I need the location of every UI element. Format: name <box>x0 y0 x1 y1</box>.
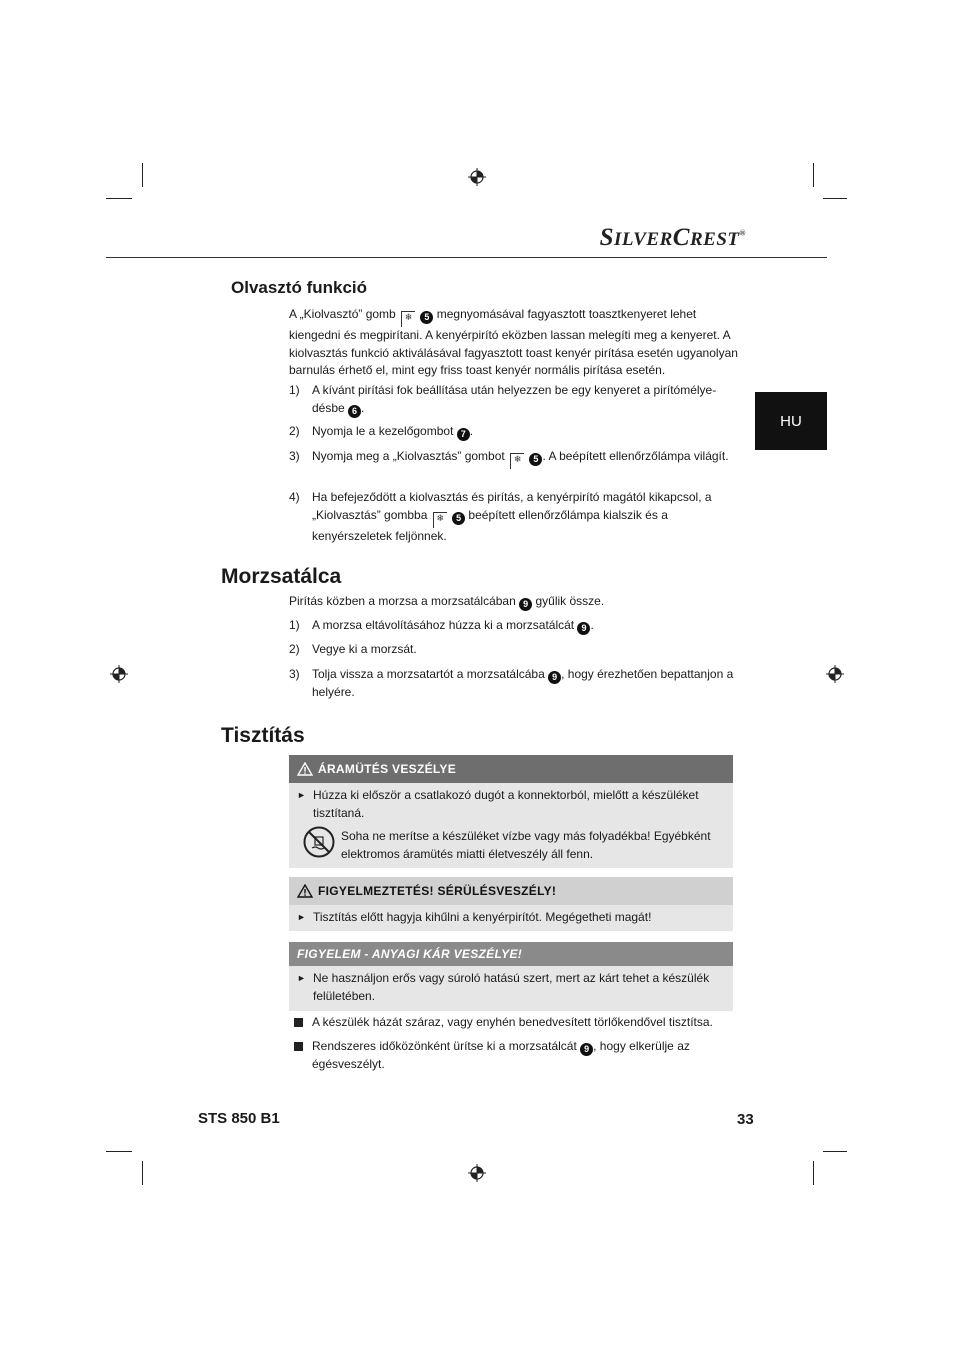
warning-item: ► Húzza ki először a csatlakozó dugót a konnektorból, mielőtt a készüléket tisztítaná. <box>297 788 699 820</box>
crop-mark <box>823 1151 847 1152</box>
crop-mark <box>823 198 847 199</box>
list-item: A készülék házát száraz, vagy enyhén benedvesített törlőkendővel tisztítsa. <box>294 1014 734 1032</box>
list-item: 2) Vegye ki a morzsát. <box>289 642 417 656</box>
snowflake-icon: ❄ <box>510 453 524 469</box>
list-item: Rendszeres időközönként ürítse ki a morzsatálcát 9 , hogy elkerülje az égésveszélyt. <box>294 1038 734 1074</box>
section-title-crumb-tray: Morzsatálca <box>221 565 342 588</box>
crop-mark <box>106 198 132 199</box>
warning-item: ► Ne használjon erős vagy súroló hatású szert, mert az kárt tehet a készülék felületében. <box>297 971 710 1003</box>
crop-mark <box>813 1161 814 1185</box>
crop-mark <box>813 163 814 187</box>
header-rule <box>106 257 827 258</box>
crop-mark <box>142 163 143 187</box>
crop-mark <box>142 1161 143 1185</box>
crumb-intro: Pirítás közben a morzsa a morzsatálcában 9 gyűlik össze. <box>289 594 605 609</box>
warning-triangle-icon <box>297 884 313 898</box>
registration-mark-icon <box>468 1164 486 1182</box>
registration-mark-icon <box>468 168 486 186</box>
list-item: 4) Ha befejeződött a kiolvasztás és pirítás, a kenyérpirító magától kikapcsol, a „Kiolvasztás” gombba ❄ 5 beépített ellenőrzőlámpa kialszik és a kenyérszeletek feljönnek. <box>289 490 712 543</box>
model-number: STS 850 B1 <box>198 1110 280 1127</box>
section-title-defrost: Olvasztó funkció <box>231 278 368 297</box>
warning-item: ► Tisztítás előtt hagyja kihűlni a kenyérpirítót. Megégetheti magát! <box>297 910 652 924</box>
list-item: 2) Nyomja le a kezelőgombot 7 . <box>289 424 474 439</box>
brand-logo: SILVERCREST® <box>599 224 746 251</box>
list-item: 1) A morzsa eltávolításához húzza ki a morzsatálcát 9 . <box>289 618 594 633</box>
registration-mark-icon <box>826 665 844 683</box>
snowflake-icon: ❄ <box>433 512 447 528</box>
warning-box-injury: FIGYELMEZTETÉS! SÉRÜLÉSVESZÉLY! ► Tisztítás előtt hagyja kihűlni a kenyérpirítót. Megégetheti magát! <box>289 877 733 931</box>
crop-mark <box>106 1151 132 1152</box>
warning-triangle-icon <box>297 762 313 776</box>
section-title-cleaning: Tisztítás <box>221 724 305 747</box>
no-water-immersion-icon <box>303 826 335 858</box>
snowflake-icon: ❄ <box>401 311 415 327</box>
warning-box-damage: FIGYELEM - ANYAGI KÁR VESZÉLYE! ► Ne használjon erős vagy súroló hatású szert, mert az kárt tehet a készülék felületében. <box>289 942 733 1011</box>
language-tab: HU <box>755 392 827 450</box>
defrost-intro: A „Kiolvasztó” gomb ❄ 5 megnyomásával fagyasztott toasztkenyeret lehet kiengedni és megpirítani. A kenyérpirító eközben lassan melegíti meg a kenyeret. A kiolvasztás funkció aktiválásával fagyasztott toast kenyér pirítása esetén ugyanolyan barnulás érhető el, mint egy friss toast kenyér normális pirítása esetén. <box>289 307 738 377</box>
list-item: 3) Tolja vissza a morzsatartót a morzsatálcába 9 , hogy érezhetően bepattanjon a helyére. <box>289 667 734 699</box>
page-number: 33 <box>737 1111 754 1128</box>
list-item: 1) A kívánt pirítási fok beállítása után helyezzen be egy kenyeret a pirítómélye-désbe 6 . <box>289 383 717 416</box>
list-item: 3) Nyomja meg a „Kiolvasztás” gombot ❄ 5 . A beépített ellenőrzőlámpa világít. <box>289 448 739 469</box>
warning-note: Soha ne merítse a készüléket vízbe vagy más folyadékba! Egyébként elektromos áramütés miatti életveszély áll fenn. <box>289 826 733 868</box>
warning-box-electric: ÁRAMÜTÉS VESZÉLYE ► Húzza ki először a csatlakozó dugót a konnektorból, mielőtt a készüléket tisztítaná. Soha ne merítse a készüléket vízbe vagy más folyadékba! Egyébként elektromos áramütés miatti életveszély áll fenn. <box>289 755 733 868</box>
registration-mark-icon <box>110 665 128 683</box>
